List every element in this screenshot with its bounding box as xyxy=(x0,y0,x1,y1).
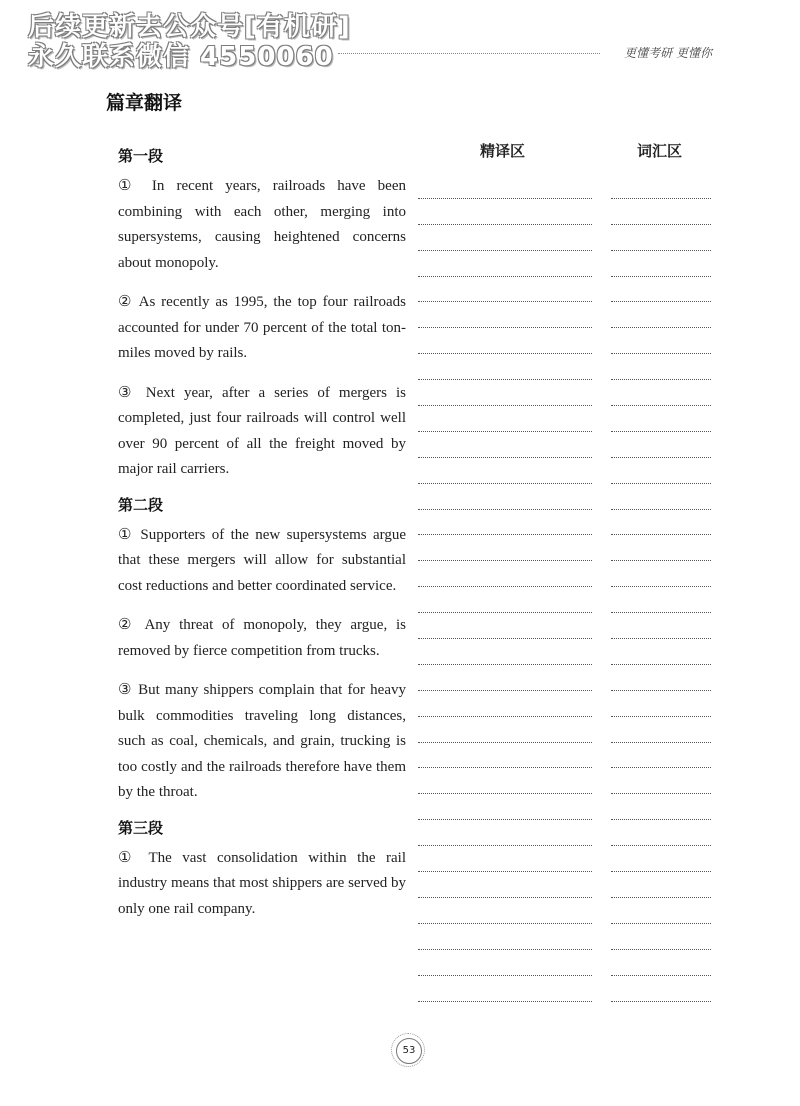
dotted-writing-line[interactable] xyxy=(611,872,711,898)
dotted-writing-line[interactable] xyxy=(418,484,592,510)
vocabulary-column-header: 词汇区 xyxy=(637,142,683,160)
dotted-writing-line[interactable] xyxy=(611,328,711,354)
dotted-writing-line[interactable] xyxy=(611,976,711,1002)
dotted-writing-line[interactable] xyxy=(418,950,592,976)
dotted-writing-line[interactable] xyxy=(418,587,592,613)
dotted-writing-line[interactable] xyxy=(418,794,592,820)
dotted-writing-line[interactable] xyxy=(418,717,592,743)
dotted-writing-line[interactable] xyxy=(418,458,592,484)
dotted-writing-line[interactable] xyxy=(418,898,592,924)
dotted-writing-line[interactable] xyxy=(418,846,592,872)
dotted-writing-line[interactable] xyxy=(611,484,711,510)
vocabulary-writing-area[interactable] xyxy=(611,173,711,1002)
dotted-writing-line[interactable] xyxy=(418,225,592,251)
dotted-writing-line[interactable] xyxy=(418,406,592,432)
dotted-writing-line[interactable] xyxy=(611,691,711,717)
translation-writing-area[interactable] xyxy=(418,173,592,1002)
dotted-writing-line[interactable] xyxy=(418,173,592,199)
dotted-writing-line[interactable] xyxy=(611,302,711,328)
dotted-writing-line[interactable] xyxy=(418,924,592,950)
dotted-writing-line[interactable] xyxy=(418,380,592,406)
paragraph-sentence: ② As recently as 1995, the top four railroads accounted for under 70 percent of the total ton-miles moved by rails. xyxy=(118,294,406,361)
dotted-writing-line[interactable] xyxy=(418,613,592,639)
dotted-writing-line[interactable] xyxy=(418,432,592,458)
dotted-writing-line[interactable] xyxy=(418,199,592,225)
dotted-writing-line[interactable] xyxy=(611,613,711,639)
dotted-writing-line[interactable] xyxy=(611,665,711,691)
dotted-writing-line[interactable] xyxy=(418,639,592,665)
dotted-writing-line[interactable] xyxy=(611,717,711,743)
dotted-writing-line[interactable] xyxy=(418,328,592,354)
dotted-writing-line[interactable] xyxy=(611,458,711,484)
watermark-line-2: 永久联系微信 4550060 xyxy=(28,42,334,72)
dotted-writing-line[interactable] xyxy=(418,510,592,536)
section-heading: 第一段 xyxy=(118,147,164,165)
dotted-writing-line[interactable] xyxy=(418,743,592,769)
paragraph-sentence: ① In recent years, railroads have been combining with each other, merging into supersystems, causing heightened concerns about monopoly. xyxy=(118,178,406,271)
dotted-writing-line[interactable] xyxy=(418,251,592,277)
page-title: 篇章翻译 xyxy=(106,92,183,114)
dotted-writing-line[interactable] xyxy=(611,277,711,303)
dotted-writing-line[interactable] xyxy=(611,898,711,924)
dotted-writing-line[interactable] xyxy=(611,639,711,665)
dotted-writing-line[interactable] xyxy=(611,743,711,769)
dotted-writing-line[interactable] xyxy=(611,587,711,613)
dotted-writing-line[interactable] xyxy=(418,768,592,794)
dotted-writing-line[interactable] xyxy=(611,924,711,950)
paragraph-sentence: ③ But many shippers complain that for heavy bulk commodities traveling long distances, such as coal, chemicals, and grain, trucking is too costly and the railroads therefore have them by the throat. xyxy=(118,682,406,800)
header-rule xyxy=(338,53,600,54)
dotted-writing-line[interactable] xyxy=(418,277,592,303)
header-slogan: 更懂考研 更懂你 xyxy=(624,46,712,60)
dotted-writing-line[interactable] xyxy=(611,820,711,846)
dotted-writing-line[interactable] xyxy=(611,950,711,976)
paragraph-sentence: ① Supporters of the new supersystems argue that these mergers will allow for substantial cost reductions and better coordinated service. xyxy=(118,526,406,594)
dotted-writing-line[interactable] xyxy=(611,380,711,406)
paragraph-sentence: ① The vast consolidation within the rail industry means that most shippers are served by only one rail company. xyxy=(118,849,406,917)
passage-content xyxy=(118,146,406,936)
dotted-writing-line[interactable] xyxy=(611,406,711,432)
dotted-writing-line[interactable] xyxy=(418,302,592,328)
dotted-writing-line[interactable] xyxy=(611,199,711,225)
section-heading: 第二段 xyxy=(118,495,164,514)
dotted-writing-line[interactable] xyxy=(418,354,592,380)
dotted-writing-line[interactable] xyxy=(611,510,711,536)
dotted-writing-line[interactable] xyxy=(611,251,711,277)
dotted-writing-line[interactable] xyxy=(611,794,711,820)
dotted-writing-line[interactable] xyxy=(611,173,711,199)
dotted-writing-line[interactable] xyxy=(418,665,592,691)
translation-column-header: 精译区 xyxy=(480,142,526,160)
dotted-writing-line[interactable] xyxy=(611,768,711,794)
dotted-writing-line[interactable] xyxy=(418,535,592,561)
page-number: 53 xyxy=(396,1038,422,1064)
section-heading: 第三段 xyxy=(118,818,164,837)
dotted-writing-line[interactable] xyxy=(611,432,711,458)
dotted-writing-line[interactable] xyxy=(611,846,711,872)
dotted-writing-line[interactable] xyxy=(611,535,711,561)
dotted-writing-line[interactable] xyxy=(418,691,592,717)
dotted-writing-line[interactable] xyxy=(418,872,592,898)
dotted-writing-line[interactable] xyxy=(418,820,592,846)
paragraph-sentence: ② Any threat of monopoly, they argue, is removed by fierce competition from trucks. xyxy=(118,617,406,659)
paragraph-sentence: ③ Next year, after a series of mergers is completed, just four railroads will control well over 90 percent of all the freight moved by major rail carriers. xyxy=(118,384,406,477)
watermark-line-1: 后续更新去公众号[有机研] xyxy=(28,12,351,42)
dotted-writing-line[interactable] xyxy=(418,561,592,587)
dotted-writing-line[interactable] xyxy=(611,561,711,587)
dotted-writing-line[interactable] xyxy=(418,976,592,1002)
dotted-writing-line[interactable] xyxy=(611,225,711,251)
dotted-writing-line[interactable] xyxy=(611,354,711,380)
